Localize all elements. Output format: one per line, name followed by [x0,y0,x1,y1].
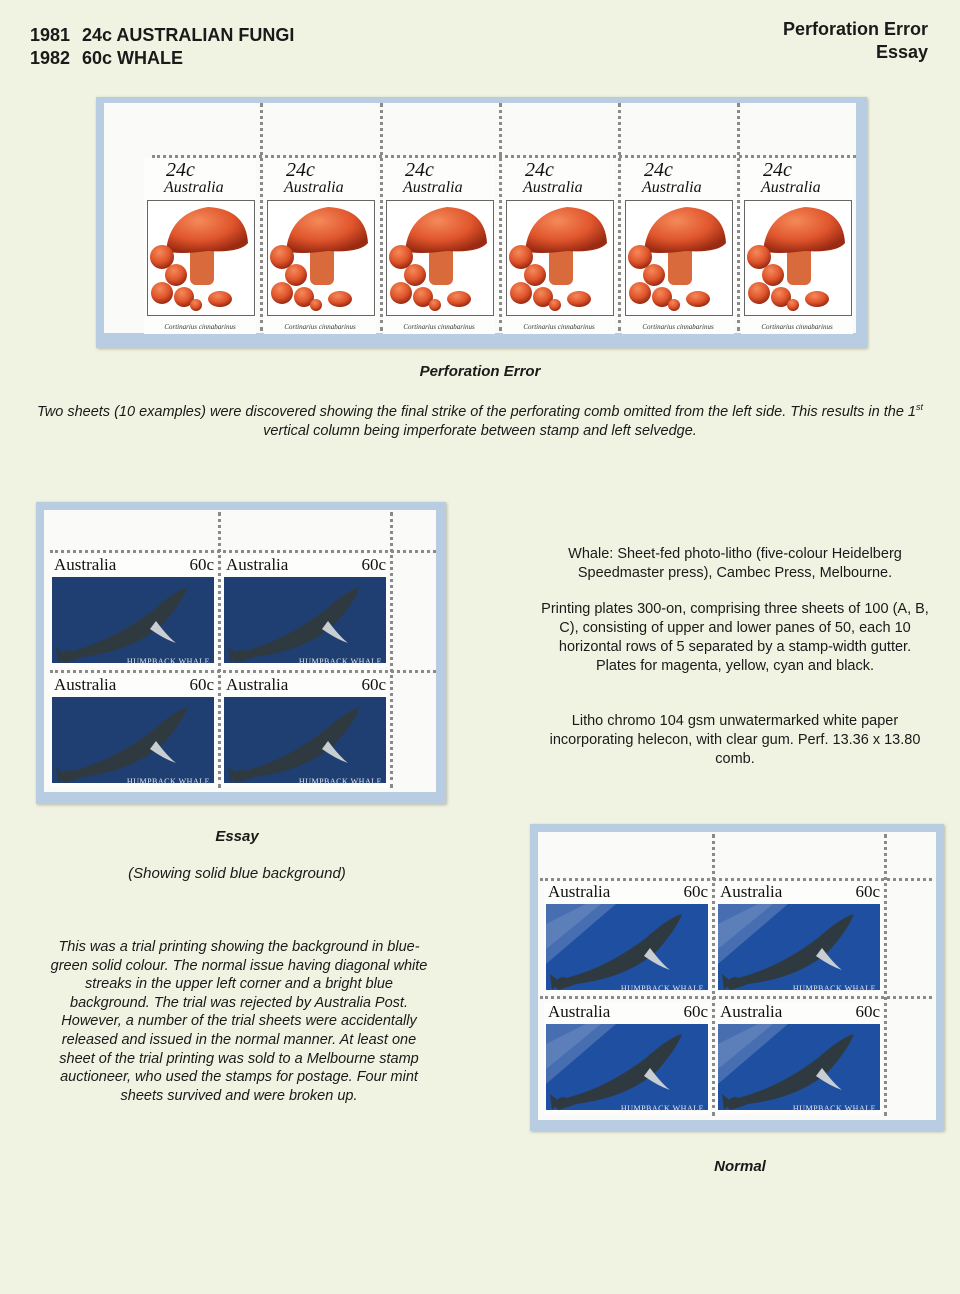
normal-whale-stamp [716,882,882,994]
whale-illustration [718,1024,880,1110]
stamp-picture [147,200,255,316]
stamp-value: 24c Australia [403,159,463,196]
fungi-stamp [144,158,256,334]
fungi-stamp [741,158,853,334]
mushroom-illustration [268,201,374,315]
stamp-country: Australia [548,882,611,901]
stamp-country: Australia [720,1002,783,1021]
stamp-picture [546,904,708,990]
stamp-value: 24c Australia [284,159,344,196]
essay-whale-stamp [50,555,216,667]
stamp-picture [506,200,614,316]
stamp-value: 60c [189,555,214,574]
stamp-value: 60c [855,882,880,901]
fungi-stamp [622,158,734,334]
stamp-value: 24c Australia [761,159,821,196]
stamp-country: Australia [720,882,783,901]
stamp-country: Australia [226,555,289,574]
horizontal-perforation [540,996,932,999]
vertical-perforation [712,834,715,1116]
fungi-caption: Perforation Error [419,363,541,380]
stamp-title: HUMPBACK WHALE [792,1104,876,1113]
stamp-value: 24c Australia [642,159,702,196]
stamp-species-name: Cortinarius cinnabarinus [642,323,714,331]
stamp-value: 24c Australia [523,159,583,196]
stamp-title: HUMPBACK WHALE [792,984,876,993]
vertical-perforation [499,103,502,331]
whale-illustration [224,577,386,663]
page-header-left [30,24,294,70]
stamp-species-name: Cortinarius cinnabarinus [403,323,475,331]
mushroom-illustration [626,201,732,315]
essay-description: This was a trial printing showing the background in blue-green solid colour. The normal issue having diagonal white streaks in the upper left corner and a bright blue background. The trial was rejected by Australia Post. However, a number of the trial sheets were accidentally released and issued in the normal manner. At least one sheet of the trial printing was sold to a Melbourne stamp auctioneer, who used the stamps for postage. Four mint sheets survived and were broken up. [50,939,428,1104]
vertical-perforation [618,103,621,331]
whale-info-plates: Printing plates 300-on, comprising three sheets of 100 (A, B, C), consisting of upper and lower panes of 50, each 10 horizontal rows of 5 separated by a stamp-width gutter. Plates for magenta, yellow, cyan and black. [541,601,929,674]
stamp-value: 60c [361,555,386,574]
stamp-title: HUMPBACK WHALE [126,777,210,786]
normal-whale-stamp [544,882,710,994]
mushroom-illustration [507,201,613,315]
essay-whale-stamp [222,555,388,667]
stamp-country: Australia [226,675,289,694]
vertical-perforation [260,103,263,331]
stamp-picture [718,904,880,990]
stamp-picture [386,200,494,316]
essay-whale-stamp [50,675,216,787]
whale-illustration [546,1024,708,1110]
horizontal-perforation [50,670,436,673]
fungi-stamp [383,158,495,334]
stamp-species-name: Cortinarius cinnabarinus [284,323,356,331]
stamp-country: Australia [54,675,117,694]
mushroom-illustration [387,201,493,315]
whale-info-printing: Whale: Sheet-fed photo-litho (five-colour Heidelberg Speedmaster press), Cambec Press, Melbourne. [568,546,902,581]
vertical-perforation [390,512,393,788]
fungi-stamp [503,158,615,334]
stamp-value: 60c [189,675,214,694]
stamp-title: HUMPBACK WHALE [298,777,382,786]
stamp-value: 60c [683,1002,708,1021]
stamp-picture [267,200,375,316]
mushroom-illustration [745,201,851,315]
header-line-1: 1981 24c AUSTRALIAN FUNGI [30,25,295,45]
stamp-value: 60c [361,675,386,694]
whale-illustration [52,697,214,783]
stamp-picture [718,1024,880,1110]
fungi-description: Two sheets (10 examples) were discovered showing the final strike of the perforating comb omitted from the left side. This results in the 1st vertical column being imperforate between stamp and left selvedge. [36,402,923,439]
stamp-title: HUMPBACK WHALE [620,984,704,993]
vertical-perforation [884,834,887,1116]
horizontal-perforation [540,878,932,881]
stamp-title: HUMPBACK WHALE [126,657,210,666]
vertical-perforation [737,103,740,331]
stamp-value: 24c Australia [164,159,224,196]
stamp-country: Australia [54,555,117,574]
whale-info-paper: Litho chromo 104 gsm unwatermarked white paper incorporating helecon, with clear gum. Perf. 13.36 x 13.80 comb. [549,713,921,767]
stamp-picture [224,697,386,783]
fungi-stamp [264,158,376,334]
vertical-perforation [218,512,221,788]
stamp-species-name: Cortinarius cinnabarinus [523,323,595,331]
whale-illustration [546,904,708,990]
stamp-picture [224,577,386,663]
stamp-country: Australia [548,1002,611,1021]
mushroom-illustration [148,201,254,315]
stamp-value: 60c [683,882,708,901]
whale-illustration [52,577,214,663]
header-line-2: 1982 60c WHALE [30,48,184,68]
essay-subcaption: (Showing solid blue background) [128,865,346,882]
essay-whale-stamp [222,675,388,787]
stamp-species-name: Cortinarius cinnabarinus [761,323,833,331]
stamp-picture [52,577,214,663]
stamp-species-name: Cortinarius cinnabarinus [164,323,236,331]
stamp-value: 60c [855,1002,880,1021]
normal-whale-stamp [544,1002,710,1114]
stamp-picture [546,1024,708,1110]
essay-caption: Essay [215,828,259,845]
normal-caption: Normal [714,1158,766,1175]
page-header-right: Perforation Error Essay [782,19,928,62]
stamp-picture [52,697,214,783]
stamp-picture [744,200,852,316]
stamp-title: HUMPBACK WHALE [620,1104,704,1113]
stamp-title: HUMPBACK WHALE [298,657,382,666]
whale-illustration [224,697,386,783]
horizontal-perforation [50,550,436,553]
whale-illustration [718,904,880,990]
normal-whale-stamp [716,1002,882,1114]
stamp-picture [625,200,733,316]
